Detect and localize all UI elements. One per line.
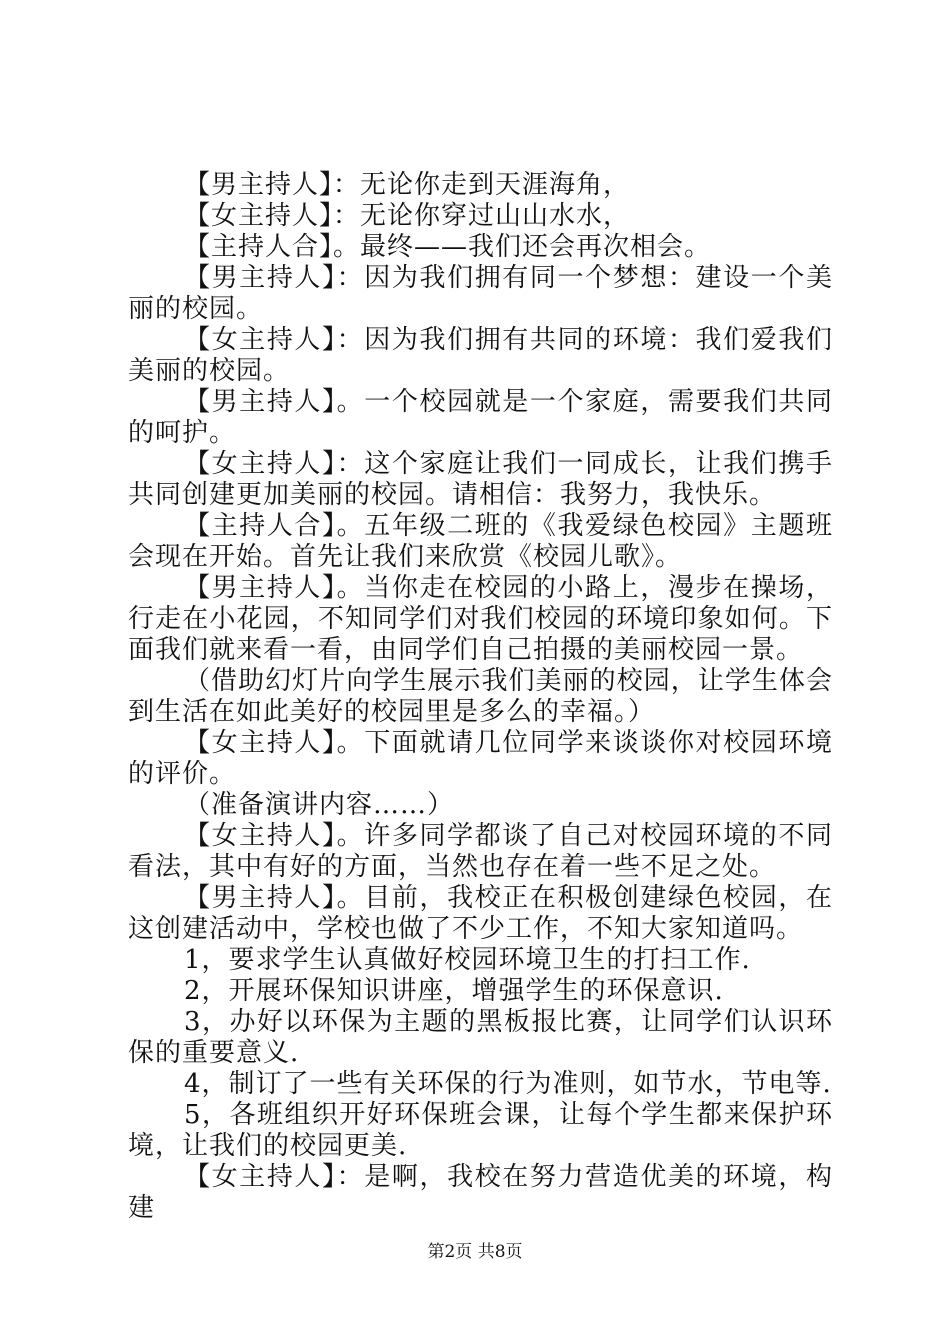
paragraph: 【主持人合】。五年级二班的《我爱绿色校园》主题班会现在开始。首先让我们来欣赏《校园儿歌》。 (128, 511, 833, 572)
paragraph: 【女主持人】：是啊，我校在努力营造优美的环境，构建 (128, 1162, 833, 1223)
document-body (128, 170, 833, 1224)
list-item: 1，要求学生认真做好校园环境卫生的打扫工作. (184, 945, 751, 975)
list-item: 3，办好以环保为主题的黑板报比赛，让同学们认识环保的重要意义. (128, 1007, 833, 1068)
paragraph: 【主持人合】。最终——我们还会再次相会。 (184, 232, 712, 262)
paragraph: 【男主持人】：因为我们拥有同一个梦想：建设一个美丽的校园。 (128, 263, 833, 324)
page-number: 第2页 共8页 (427, 1242, 523, 1262)
list-item: 5，各班组织开好环保班会课，让每个学生都来保护环境，让我们的校园更美. (128, 1100, 833, 1161)
paragraph: 【女主持人】：无论你穿过山山水水， (184, 201, 631, 231)
paragraph: （准备演讲内容……） (184, 790, 455, 820)
paragraph: （借助幻灯片向学生展示我们美丽的校园，让学生体会到生活在如此美好的校园里是多么的幸福。） (128, 666, 833, 727)
list-item: 4，制订了一些有关环保的行为准则，如节水，节电等. (184, 1069, 832, 1099)
paragraph: 【男主持人】：无论你走到天涯海角， (184, 170, 631, 200)
list-item: 2，开展环保知识讲座，增强学生的环保意识. (184, 976, 724, 1006)
paragraph: 【女主持人】。许多同学都谈了自己对校园环境的不同看法，其中有好的方面，当然也存在着一些不足之处。 (128, 821, 833, 882)
paragraph: 【女主持人】：因为我们拥有共同的环境：我们爱我们美丽的校园。 (128, 325, 833, 386)
paragraph: 【女主持人】：这个家庭让我们一同成长，让我们携手共同创建更加美丽的校园。请相信：我努力，我快乐。 (128, 449, 833, 510)
paragraph: 【男主持人】。目前，我校正在积极创建绿色校园，在这创建活动中，学校也做了不少工作，不知大家知道吗。 (128, 883, 833, 944)
paragraph: 【男主持人】。一个校园就是一个家庭，需要我们共同的呵护。 (128, 387, 833, 448)
paragraph: 【女主持人】。下面就请几位同学来谈谈你对校园环境的评价。 (128, 728, 833, 789)
paragraph: 【男主持人】。当你走在校园的小路上，漫步在操场，行走在小花园，不知同学们对我们校园的环境印象如何。下面我们就来看一看，由同学们自己拍摄的美丽校园一景。 (128, 573, 833, 665)
